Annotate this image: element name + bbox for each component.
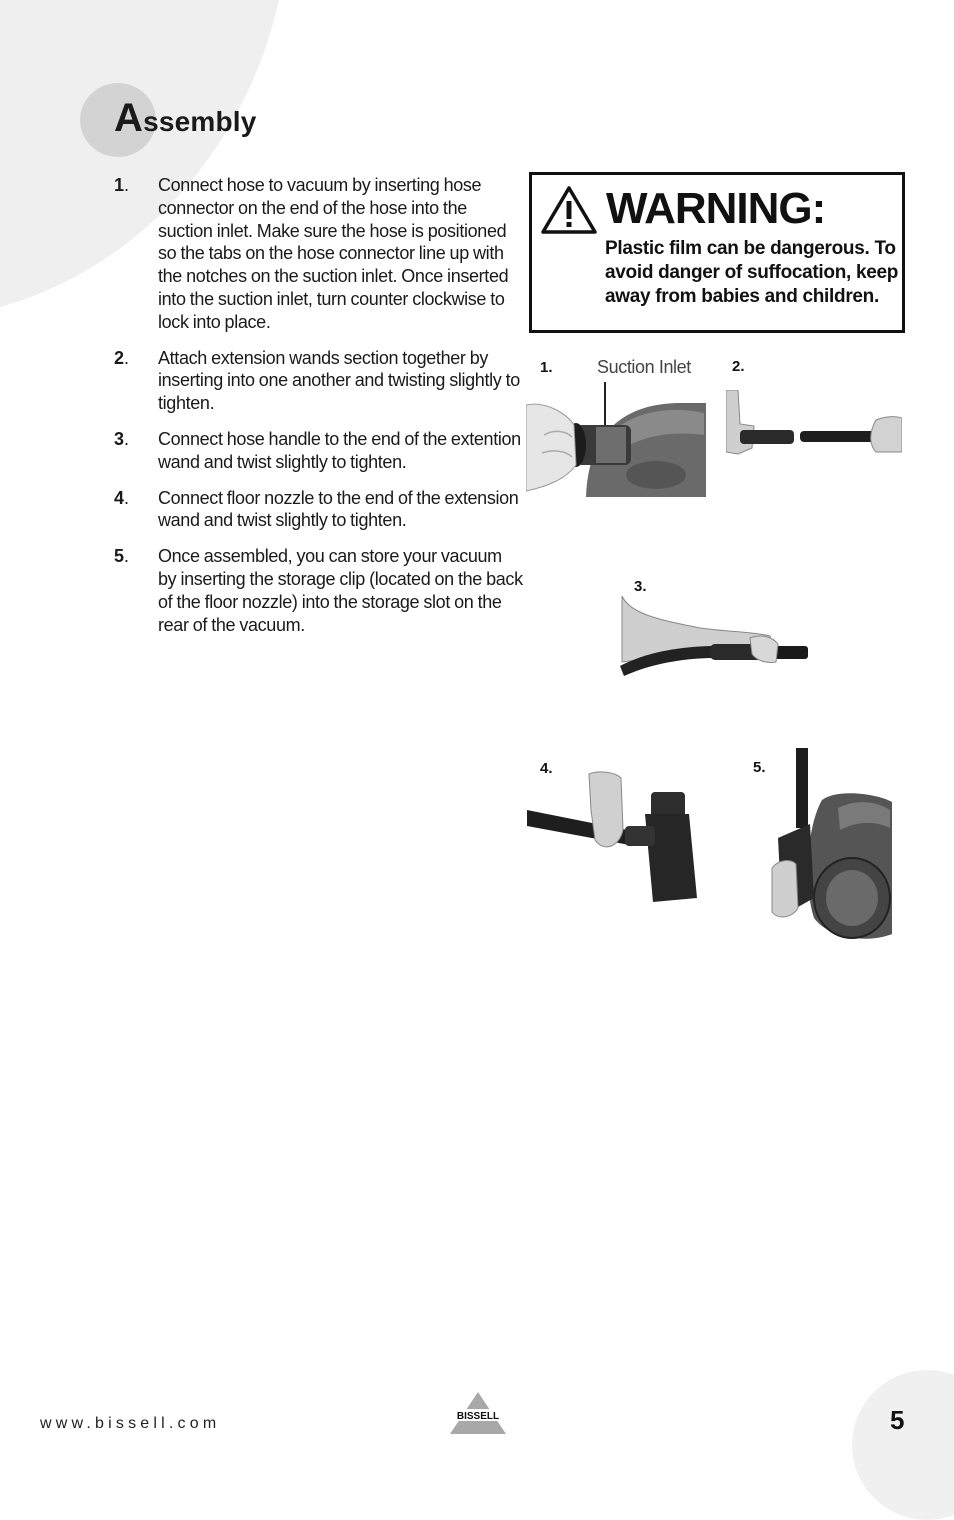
hose-connection-photo — [526, 395, 706, 497]
step-text: Attach extension wands section together by inserting into one another and twisting slightly to tighten. — [158, 347, 520, 414]
figure-1-label: 1. — [540, 359, 553, 376]
warning-text: Plastic film can be dangerous. To avoid danger of suffocation, keep away from babies and children. — [605, 238, 899, 307]
page-title — [114, 96, 257, 141]
suction-inlet-callout: Suction Inlet — [597, 357, 691, 377]
warning-heading: WARNING: — [606, 184, 826, 233]
step-text: Once assembled, you can store your vacuum by inserting the storage clip (located on the back of the floor nozzle) into the storage slot on the rear of the vacuum. — [158, 546, 523, 635]
step-number: 4 — [114, 487, 125, 508]
website-url: www.bissell.com — [40, 1415, 221, 1432]
figure-4-label: 4. — [540, 760, 553, 777]
warning-box — [529, 172, 905, 333]
step-text: Connect hose handle to the end of the extention wand and twist slightly to tighten. — [158, 428, 521, 472]
step-number: 3 — [114, 428, 125, 449]
step-item: 4. Connect floor nozzle to the end of the extension wand and twist slightly to tighten. — [114, 487, 524, 533]
step-number: 2 — [114, 347, 125, 368]
bissell-logo — [448, 1392, 508, 1434]
step-item: 1. Connect hose to vacuum by inserting hose connector on the end of the hose into the suction inlet. Make sure the hose is positioned so the tabs on the hose connector line up with the notches on the suction inlet. Once inserted into the suction inlet, turn counter clockwise to lock into place. — [114, 174, 524, 334]
figure-3-label: 3. — [634, 578, 647, 595]
page-number-circle — [852, 1370, 954, 1520]
page-title-initial: A — [114, 96, 144, 140]
step-item: 2. Attach extension wands section together by inserting into one another and twisting slightly to tighten. — [114, 347, 524, 415]
page-number: 5 — [890, 1405, 905, 1435]
floor-nozzle-photo — [527, 770, 702, 902]
step-number: 1 — [114, 175, 125, 195]
hose-handle-photo — [620, 596, 810, 676]
logo-text: BISSELL — [456, 1411, 500, 1422]
assembly-steps — [114, 174, 524, 649]
vacuum-storage-photo — [768, 748, 892, 944]
step-text: Connect hose to vacuum by inserting hose connector on the end of the hose into the suction inlet. Make sure the hose is positioned so the tabs on the hose connector line up with the notches on the suction inlet. Once inserted into the suction inlet, turn counter clockwise to lock into place. — [158, 175, 509, 332]
step-item: 3. Connect hose handle to the end of the extention wand and twist slightly to tighten. — [114, 428, 524, 474]
warning-triangle-icon — [540, 185, 598, 235]
step-text: Connect floor nozzle to the end of the extension wand and twist slightly to tighten. — [158, 487, 519, 531]
figure-2-label: 2. — [732, 358, 745, 375]
step-number: 5 — [114, 546, 125, 567]
page-title-rest: ssembly — [143, 106, 257, 137]
step-item: 5. Once assembled, you can store your vacuum by inserting the storage clip (located on the back of the floor nozzle) into the storage slot on the rear of the vacuum. — [114, 546, 523, 635]
figure-5-label: 5. — [753, 759, 766, 776]
extension-wands-photo — [726, 390, 902, 460]
